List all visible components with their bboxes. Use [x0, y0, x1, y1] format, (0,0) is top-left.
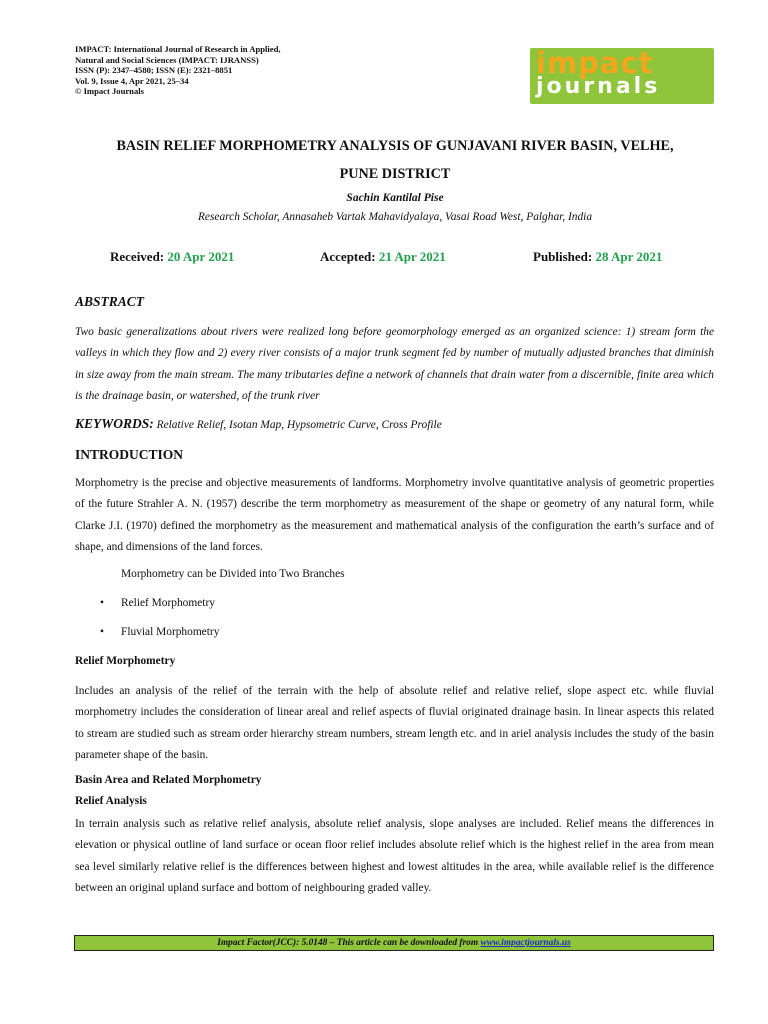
accepted-label: Accepted: — [320, 249, 376, 264]
bullet-icon: • — [100, 626, 104, 638]
basin-area-heading: Basin Area and Related Morphometry — [75, 774, 262, 786]
keywords — [75, 416, 442, 432]
journal-name-line1: IMPACT: International Journal of Research in Applied, — [75, 44, 281, 54]
introduction-paragraph: Morphometry is the precise and objective measurements of landforms. Morphometry involve quantitative analysis of geometric properties of the future Strahler A. N. (1957) describe the term morphometry as measurement of the shape or geometry of any natural form, while Clarke J.I. (1970) defined the morphometry as the measurement and mathematical analysis of the configuration the earth’s surface and of shape, and dimensions of the land forces. — [75, 477, 714, 553]
relief-analysis-paragraph: In terrain analysis such as relative relief analysis, absolute relief analysis, slope analyses are included. Relief means the differences in elevation or physical outline of land surface or ocean floor relief includes absolute relief which is the highest relief in the area from mean sea level similarly relative relief is the differences between highest and lowest altitudes in the area, while available relief is the difference between an original upland surface and bottom of neighbouring graded valley. — [75, 818, 714, 894]
abstract-text: Two basic generalizations about rivers were realized long before geomorphology emerged as an organized science: 1) stream form the valleys in which they flow and 2) every river consists of a major trunk segment fed by number of mutually adjusted branches that diminish in size away from the main stream. The many tributaries define a network of channels that drain water from a discernible, finite area which is the drainage basin, or watershed, of the trunk river — [75, 326, 714, 402]
relief-morphometry-paragraph: Includes an analysis of the relief of the terrain with the help of absolute relief and relative relief, slope aspect etc. while fluvial morphometry includes the consideration of linear areal and relief aspects of fluvial originated drainage basin. In linear aspects this related to stream are studied such as stream order hierarchy stream numbers, stream length etc. and in ariel analysis includes the study of the basin parameter shape of the basin. — [75, 685, 714, 761]
footer-banner — [74, 935, 714, 951]
bullet-icon: • — [100, 597, 104, 609]
author-name: Sachin Kantilal Pise — [346, 192, 444, 204]
title-line2: PUNE DISTRICT — [339, 166, 451, 182]
author-affiliation: Research Scholar, Annasaheb Vartak Mahavidyalaya, Vasai Road West, Palghar, India — [197, 211, 593, 223]
published-value: 28 Apr 2021 — [595, 249, 663, 264]
bullet-fluvial-morphometry: Fluvial Morphometry — [121, 626, 220, 638]
introduction-heading: INTRODUCTION — [75, 447, 184, 462]
journal-name-line2: Natural and Social Sciences (IMPACT: IJRANSS) — [75, 54, 259, 65]
relief-analysis-heading: Relief Analysis — [75, 795, 147, 807]
journal-header — [75, 44, 375, 97]
received-label: Received: — [110, 249, 165, 264]
issn-line: ISSN (P): 2347–4580; ISSN (E): 2321–8851 — [75, 65, 233, 76]
journal-website-link[interactable]: www.impactjournals.us — [480, 938, 571, 948]
accepted-value: 21 Apr 2021 — [378, 249, 446, 264]
keywords-text: Relative Relief, Isotan Map, Hypsometric Curve, Cross Profile — [156, 419, 442, 431]
footer-text: Impact Factor(JCC): 5.0148 – This article can be downloaded from — [217, 938, 479, 948]
volume-line: Vol. 9, Issue 4, Apr 2021, 25–34 — [75, 75, 189, 86]
abstract-heading: ABSTRACT — [75, 294, 145, 309]
paper-title — [75, 132, 715, 188]
title-line1: BASIN RELIEF MORPHOMETRY ANALYSIS OF GUNJAVANI RIVER BASIN, VELHE, — [116, 138, 674, 154]
published-date — [533, 249, 662, 265]
bullet-relief-morphometry: Relief Morphometry — [121, 597, 215, 609]
keywords-label: KEYWORDS: — [75, 416, 154, 431]
logo-word-journals: journals — [536, 74, 661, 99]
copyright-line: © Impact Journals — [75, 86, 144, 97]
received-date — [110, 249, 234, 265]
logo-word-impact: impact — [536, 48, 654, 80]
received-value: 20 Apr 2021 — [167, 249, 235, 264]
relief-morphometry-heading: Relief Morphometry — [75, 655, 176, 667]
accepted-date — [320, 249, 446, 265]
impact-journals-logo — [530, 48, 714, 104]
published-label: Published: — [533, 249, 593, 264]
divided-statement: Morphometry can be Divided into Two Branches — [121, 568, 345, 580]
